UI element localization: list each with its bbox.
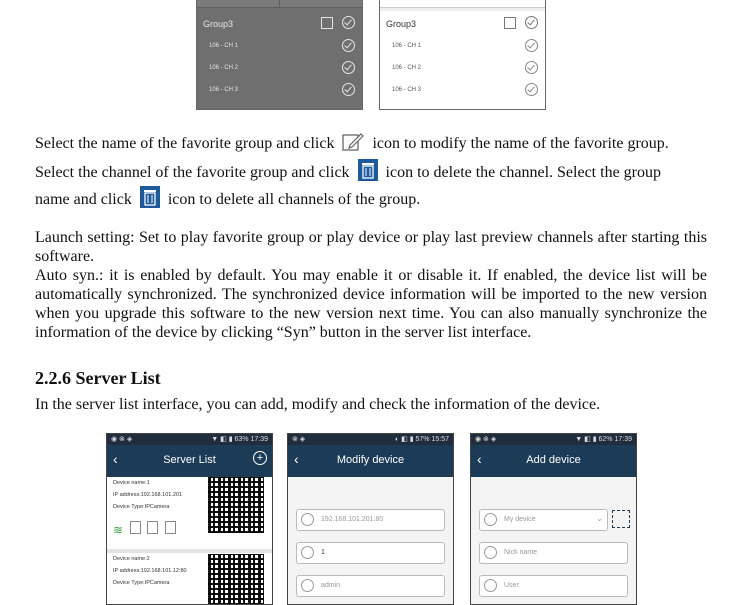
id-icon <box>484 546 497 559</box>
trash-icon <box>358 159 378 187</box>
field-value: Nick name <box>504 549 538 556</box>
chevron-down-icon: ⌄ <box>596 514 603 523</box>
group-header[interactable] <box>197 11 362 37</box>
channel-label: 106 - CH 2 <box>392 65 422 71</box>
nav-title: Modify device <box>336 454 405 466</box>
collapsed-row <box>380 0 545 8</box>
channel-label: 106 - CH 2 <box>209 65 239 71</box>
collapsed-divider <box>279 0 280 7</box>
user-field[interactable] <box>479 575 628 597</box>
field-value: 192.168.101.201:80 <box>321 516 384 523</box>
edit-icon[interactable] <box>321 17 333 29</box>
field-value: 1 <box>321 549 325 556</box>
device-type: Device Type:IPCamera <box>113 580 170 586</box>
port-field[interactable] <box>296 542 445 564</box>
group-header[interactable] <box>380 11 545 37</box>
status-bar <box>471 434 636 445</box>
scan-icon[interactable] <box>612 510 630 528</box>
phone-modify-device <box>287 433 454 605</box>
channel-label: 106 - CH 1 <box>209 43 239 49</box>
back-icon[interactable]: ‹ <box>113 451 118 467</box>
back-icon[interactable]: ‹ <box>294 451 299 467</box>
channel-row[interactable] <box>197 35 362 57</box>
device-card[interactable] <box>107 549 272 605</box>
phone-add-device <box>470 433 637 605</box>
light-theme-screenshot <box>379 0 546 110</box>
text-segment: Select the channel of the favorite group and click <box>35 164 350 181</box>
trash-icon <box>140 186 160 214</box>
device-action-icons <box>113 521 176 537</box>
channel-label: 106 - CH 3 <box>392 87 422 93</box>
channel-row[interactable] <box>380 79 545 101</box>
qr-code <box>208 477 264 533</box>
status-icons: ⊗ ◈ <box>292 436 306 443</box>
back-icon[interactable]: ‹ <box>477 451 482 467</box>
nav-title: Server List <box>163 454 216 466</box>
nav-title: Add device <box>526 454 581 466</box>
para1-line1 <box>35 132 707 159</box>
status-icons: ◉ ⊗ ◈ <box>475 436 497 443</box>
check-icon[interactable] <box>342 39 355 52</box>
add-icon[interactable]: + <box>253 451 267 465</box>
field-value: My device <box>504 516 536 523</box>
text-segment: icon to delete the channel. Select the group <box>385 164 661 181</box>
edit-icon[interactable] <box>504 17 516 29</box>
phone-server-list <box>106 433 273 605</box>
section-heading: 2.2.6 Server List <box>35 368 161 388</box>
info-icon[interactable] <box>165 521 176 534</box>
check-icon[interactable] <box>525 16 538 29</box>
status-bar <box>288 434 453 445</box>
dark-theme-screenshot <box>196 0 363 110</box>
para1-line3 <box>35 186 707 213</box>
id-icon <box>301 546 314 559</box>
check-icon[interactable] <box>342 61 355 74</box>
device-ip: IP address:192.168.101.12:80 <box>113 568 187 574</box>
location-icon <box>301 513 314 526</box>
device-name: Device name:1 <box>113 480 150 486</box>
status-text: ▼ ◧ ▮ 63% 17:39 <box>211 436 268 443</box>
device-select[interactable] <box>479 509 608 531</box>
check-icon[interactable] <box>342 16 355 29</box>
channel-label: 106 - CH 3 <box>209 87 239 93</box>
user-icon <box>301 579 314 592</box>
section-intro: In the server list interface, you can add, modify and check the information of the device. <box>35 396 601 413</box>
user-field[interactable] <box>296 575 445 597</box>
nav-bar <box>471 445 636 477</box>
channel-label: 106 - CH 1 <box>392 43 422 49</box>
user-icon <box>484 579 497 592</box>
nickname-field[interactable] <box>479 542 628 564</box>
device-type: Device Type:IPCamera <box>113 504 170 510</box>
wifi-icon[interactable]: ≋ <box>113 523 124 537</box>
nav-bar <box>288 445 453 477</box>
field-value: User <box>504 582 519 589</box>
check-icon[interactable] <box>525 83 538 96</box>
edit-icon <box>342 132 364 158</box>
text-segment: icon to delete all channels of the group. <box>167 191 421 208</box>
group-name: Group3 <box>386 19 417 29</box>
check-icon[interactable] <box>525 61 538 74</box>
para1-line2 <box>35 159 707 186</box>
status-bar <box>107 434 272 445</box>
field-value: admin <box>321 582 341 589</box>
edit-icon[interactable] <box>147 521 158 534</box>
group-name: Group3 <box>203 19 234 29</box>
channel-row[interactable] <box>197 57 362 79</box>
check-icon[interactable] <box>342 83 355 96</box>
location-icon <box>484 513 497 526</box>
status-text: ▼ ◧ ▮ 62% 17:39 <box>575 436 632 443</box>
channel-row[interactable] <box>197 79 362 101</box>
channel-row[interactable] <box>380 57 545 79</box>
trash-icon[interactable] <box>130 521 141 534</box>
device-ip: IP address:192.168.101.201 <box>113 492 183 498</box>
check-icon[interactable] <box>525 39 538 52</box>
status-text: ◐ ◧ ▮ 57% 15:57 <box>394 436 449 443</box>
channel-row[interactable] <box>380 35 545 57</box>
paragraph-icons <box>35 132 707 213</box>
address-field[interactable] <box>296 509 445 531</box>
text-segment: name and click <box>35 191 132 208</box>
nav-bar <box>107 445 272 477</box>
launch-setting-text: Launch setting: Set to play favorite group or play device or play last preview channels after starting this software. <box>35 229 707 265</box>
text-segment: Select the name of the favorite group and click <box>35 135 335 152</box>
text-segment: icon to modify the name of the favorite group. <box>372 135 669 152</box>
auto-syn-text: Auto syn.: it is enabled by default. You may enable it or disable it. If enabled, the device list will be automatically synchronized. The synchronized device information will be imported to the new version when you upgrade this software to the new version next time. You can also manually synchronize the information of the device by clicking “Syn” button in the server list interface. <box>35 267 707 341</box>
status-icons: ◉ ⊗ ◈ <box>111 436 133 443</box>
qr-code <box>208 554 264 605</box>
device-name: Device name:2 <box>113 556 150 562</box>
